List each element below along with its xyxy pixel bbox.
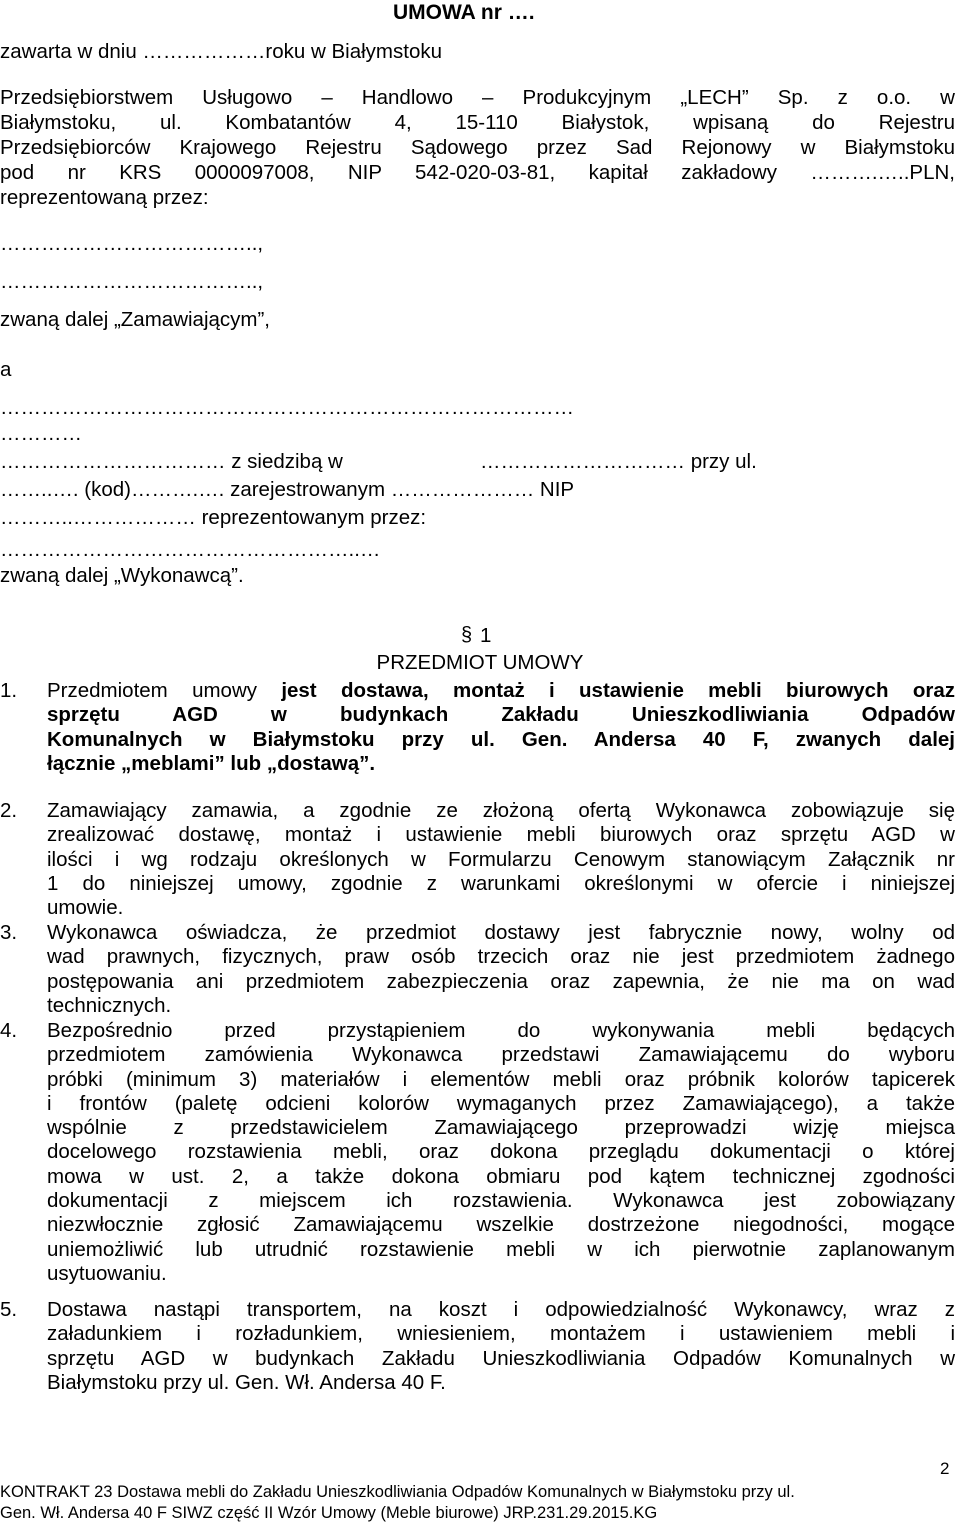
contractor-placeholder-1: ………………………………………………………………………… <box>0 396 574 419</box>
item-number-5: 5. <box>0 1298 18 1321</box>
item-4-line: mowa w ust. 2, a także dokona obmiaru pod kątem technicznej zgodności <box>47 1164 955 1188</box>
item-text-2 <box>47 799 955 920</box>
contractor-seat: …………………………… z siedzibą w <box>0 450 343 473</box>
item-1-line-bold: Komunalnych w Białymstoku przy ul. Gen. Andersa 40 F, zwanych dalej <box>47 727 955 751</box>
representative-placeholder-1: ……………………………….., <box>0 232 264 255</box>
item-text-5 <box>47 1298 955 1395</box>
item-4-line: uniemożliwić lub utrudnić rozstawienie mebli w ich pierwotnie zaplanowanym <box>47 1237 955 1261</box>
item-5-line: załadunkiem i rozładunkiem, wniesieniem, montażem i ustawieniem mebli i <box>47 1322 955 1346</box>
item-2-line: umowie. <box>47 896 124 920</box>
section-sign: § <box>461 624 473 646</box>
item-4-line: niezwłocznie zgłosić Zamawiającemu wszelkie dostrzeżone niegodności, mogące <box>47 1213 955 1237</box>
item-1-line <box>47 728 955 752</box>
footer-line-2: Gen. Wł. Andersa 40 F SIWZ część II Wzór Umowy (Meble biurowe) JRP.231.29.2015.KG <box>0 1504 658 1522</box>
item-1-line-bold: łącznie „meblami” lub „dostawą”. <box>47 751 376 775</box>
item-number-1: 1. <box>0 679 18 702</box>
item-5-line: Białymstoku przy ul. Gen. Wł. Andersa 40 F. <box>47 1370 446 1394</box>
item-2-line: 1 do niniejszej umowy, zgodnie z warunkami określonymi w ofercie i niniejszej <box>47 871 955 895</box>
item-4-line: i frontów (paletę odcieni kolorów wymaganych przez Zamawiającego), a także <box>47 1091 955 1115</box>
contractor-street: ………………………… przy ul. <box>480 450 757 473</box>
preamble-line-ordering-party: zwaną dalej „Zamawiającym”, <box>0 308 271 331</box>
item-4-line: wspólnie z przedstawicielem Zamawiającego przeprowadzi wizję miejsca <box>47 1116 955 1140</box>
representative-placeholder-2: ……………………………….., <box>0 270 264 293</box>
item-4-line: próbki (minimum 3) materiałów i elementów mebli oraz próbnik kolorów tapicerek <box>47 1067 955 1091</box>
item-4-line: przedmiotem zamówienia Wykonawca przedstawi Zamawiającemu do wyboru <box>47 1043 955 1067</box>
item-3-line: technicznych. <box>47 993 172 1017</box>
item-1-line <box>47 679 955 703</box>
item-1-line-bold: jest dostawa, montaż i ustawienie mebli biurowych oraz <box>281 679 955 702</box>
item-4-line: dokumentacji z miejscem ich rozstawienia. Wykonawca jest zobowiązany <box>47 1189 955 1213</box>
item-5-line: Dostawa nastąpi transportem, na koszt i odpowiedzialność Wykonawcy, wraz z <box>47 1298 955 1321</box>
preamble-line-krs: pod nr KRS 0000097008, NIP 542-020-03-81, kapitał zakładowy ……….…..PLN, <box>0 161 955 184</box>
item-3-line: postępowania ani przedmiotem zabezpieczenia oraz zapewnia, że nie ma on wad <box>47 969 955 993</box>
item-number-4: 4. <box>0 1019 18 1042</box>
preamble-line-company: Przedsiębiorstwem Usługowo – Handlowo – Produkcyjnym „LECH” Sp. z o.o. w <box>0 86 955 109</box>
item-number-3: 3. <box>0 921 18 944</box>
item-4-line: Bezpośrednio przed przystąpieniem do wykonywania mebli będących <box>47 1019 955 1042</box>
item-2-line: zrealizować dostawę, montaż i ustawienie mebli biurowych oraz sprzętu AGD w <box>47 823 955 847</box>
item-3-line: wad prawnych, fizycznych, praw osób trzecich oraz nie jest przedmiotem żadnego <box>47 945 955 969</box>
contractor-placeholder-2: ………… <box>0 422 82 445</box>
item-text-4 <box>47 1019 955 1286</box>
item-text-3 <box>47 921 955 1018</box>
contractor-representative-placeholder: ……………………………………………..… <box>0 538 381 561</box>
item-number-2: 2. <box>0 799 18 822</box>
preamble-line-address: Białymstoku, ul. Kombatantów 4, 15-110 Białystok, wpisaną do Rejestru <box>0 111 955 134</box>
item-3-line: Wykonawca oświadcza, że przedmiot dostawy jest fabrycznie nowy, wolny od <box>47 921 955 944</box>
section-number: 1 <box>480 624 492 647</box>
preamble-line-represented: reprezentowaną przez: <box>0 186 209 209</box>
section-heading: PRZEDMIOT UMOWY <box>376 651 584 674</box>
preamble-line-registry: Przedsiębiorców Krajowego Rejestru Sądowego przez Sad Rejonowy w Białymstoku <box>0 136 955 159</box>
footer-line-1: KONTRAKT 23 Dostawa mebli do Zakładu Unieszkodliwiania Odpadów Komunalnych w Białymstoku przy ul. <box>0 1483 795 1501</box>
preamble-line-contractor: zwaną dalej „Wykonawcą”. <box>0 564 244 587</box>
page-number: 2 <box>940 1459 950 1478</box>
item-4-line: usytuowaniu. <box>47 1261 167 1285</box>
item-2-line: Zamawiający zamawia, a zgodnie ze złożoną ofertą Wykonawca zobowiązuje się <box>47 799 955 822</box>
item-1-line-bold: sprzętu AGD w budynkach Zakładu Unieszkodliwiania Odpadów <box>47 703 955 727</box>
item-1-line <box>47 752 955 776</box>
item-1-line <box>47 703 955 727</box>
preamble-line-date: zawarta w dniu ………………roku w Białymstoku <box>0 40 443 63</box>
item-text-1 <box>47 679 955 776</box>
contract-title: UMOWA nr …. <box>393 1 535 24</box>
item-4-line: docelowego rozstawienia mebli, oraz dokona przeglądu dokumentacji o której <box>47 1140 955 1164</box>
item-2-line: ilości i wg rodzaju określonych w Formularzu Cenowym stanowiącym Załącznik nr <box>47 847 955 871</box>
preamble-line-a: a <box>0 358 12 381</box>
item-1-line-regular: Przedmiotem umowy <box>47 679 282 702</box>
item-5-line: sprzętu AGD w budynkach Zakładu Unieszkodliwiania Odpadów Komunalnych w <box>47 1346 955 1370</box>
contractor-registration: ……..…. (kod)……….…. zarejestrowanym ………………… NIP <box>0 478 575 501</box>
contractor-representation: ………..……………… reprezentowanym przez: <box>0 506 427 529</box>
